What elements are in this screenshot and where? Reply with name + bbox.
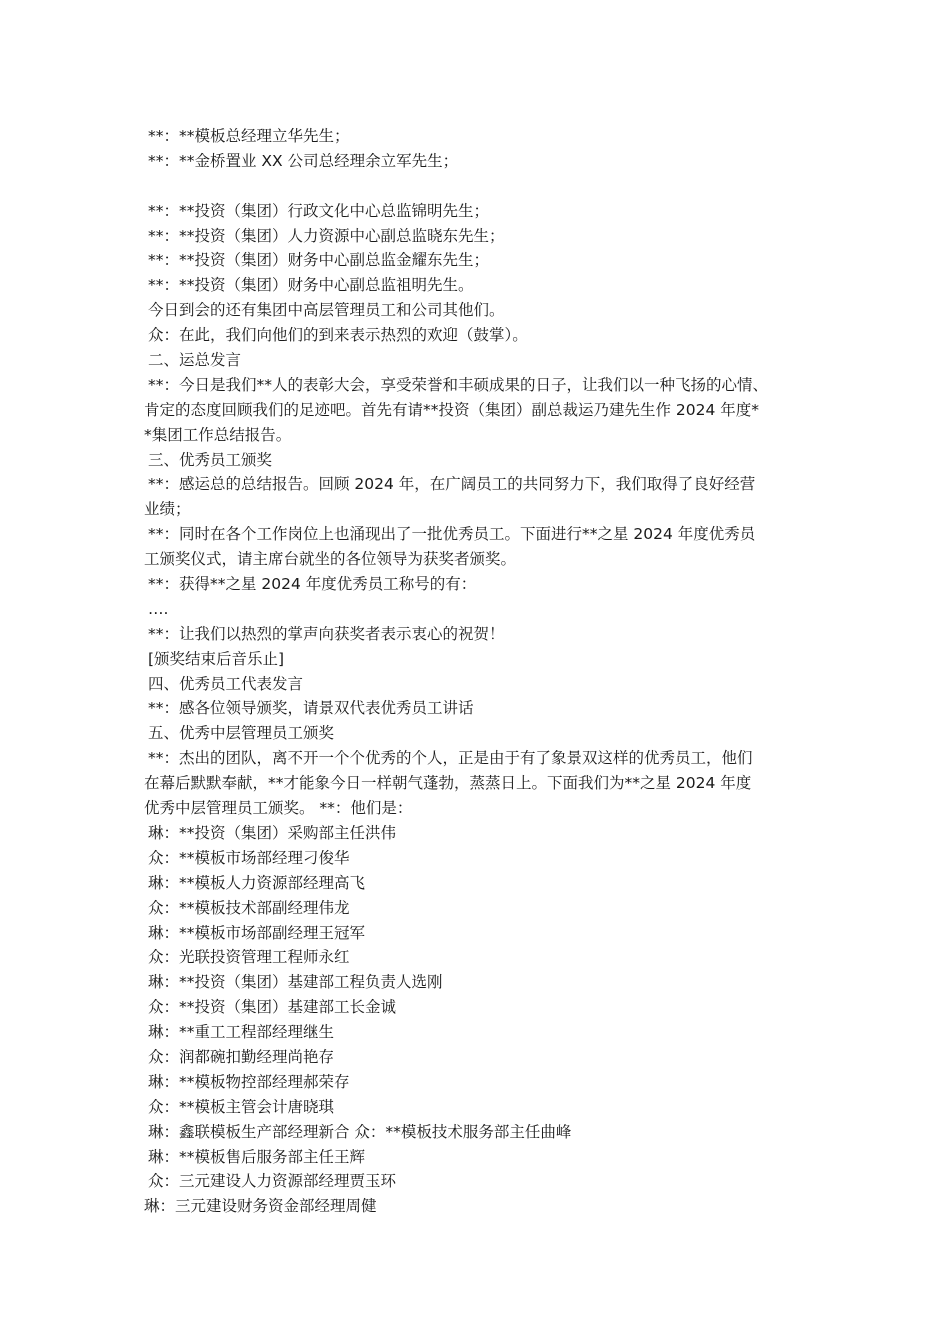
text-line: 琳：**投资（集团）基建部工程负责人选刚 <box>148 973 443 992</box>
text-line: *集团工作总结报告。 <box>144 425 292 444</box>
text-line: 众：光联投资管理工程师永红 <box>148 948 350 967</box>
text-line: 众：**模板技术部副经理伟龙 <box>148 898 350 917</box>
text-line: 业绩； <box>144 500 191 519</box>
text-line: 众：三元建设人力资源部经理贾玉环 <box>148 1172 397 1191</box>
text-line: 在幕后默默奉献，**才能象今日一样朝气蓬勃，蒸蒸日上。下面我们为**之星 2024 年度 <box>144 774 752 793</box>
text-line: 优秀中层管理员工颁奖。 **：他们是： <box>144 799 413 818</box>
text-line: 众：**模板主管会计唐晓琪 <box>148 1097 335 1116</box>
document-body <box>144 124 824 1219</box>
text-line: 三、优秀员工颁奖 <box>148 450 273 469</box>
text-line: 众：**模板市场部经理刁俊华 <box>148 848 350 867</box>
text-line: **：**金桥置业 XX 公司总经理余立军先生； <box>148 151 459 170</box>
text-line: 琳：鑫联模板生产部经理新合 众：**模板技术服务部主任曲峰 <box>148 1122 572 1141</box>
text-line: [颁奖结束后音乐止] <box>148 649 285 668</box>
text-line: 众：**投资（集团）基建部工长金诚 <box>148 998 397 1017</box>
text-line: 琳：**模板物控部经理郝荣存 <box>148 1072 350 1091</box>
text-line: …. <box>148 599 169 618</box>
text-line: **：感各位领导颁奖，请景双代表优秀员工讲话 <box>148 699 474 718</box>
text-line: 琳：三元建设财务资金部经理周健 <box>144 1197 377 1216</box>
text-line: **：**投资（集团）行政文化中心总监锦明先生； <box>148 201 490 220</box>
text-line: 众：润都碗扣勤经理尚艳存 <box>148 1047 335 1066</box>
text-line: 今日到会的还有集团中高层管理员工和公司其他们。 <box>148 301 505 320</box>
text-line: **：**投资（集团）人力资源中心副总监晓东先生； <box>148 226 505 245</box>
text-line: 琳：**重工工程部经理继生 <box>148 1023 335 1042</box>
text-line: 工颁奖仪式，请主席台就坐的各位领导为获奖者颁奖。 <box>144 550 517 569</box>
text-line: **：**投资（集团）财务中心副总监祖明先生。 <box>148 276 474 295</box>
text-line: 肯定的态度回顾我们的足迹吧。首先有请**投资（集团）副总裁运乃建先生作 2024 年度* <box>144 400 760 419</box>
text-line: **：**投资（集团）财务中心副总监金耀东先生； <box>148 251 490 270</box>
text-line: **：今日是我们**人的表彰大会，享受荣誉和丰硕成果的日子，让我们以一种飞扬的心情、 <box>148 375 769 394</box>
text-line: **：同时在各个工作岗位上也涌现出了一批优秀员工。下面进行**之星 2024 年度优秀员 <box>148 525 756 544</box>
blank-line <box>144 174 824 199</box>
text-line: **：杰出的团队，离不开一个个优秀的个人，正是由于有了象景双这样的优秀员工，他们 <box>148 749 753 768</box>
text-line: **：获得**之星 2024 年度优秀员工称号的有： <box>148 575 477 594</box>
text-line: 五、优秀中层管理员工颁奖 <box>148 724 335 743</box>
text-line: 琳：**模板人力资源部经理高飞 <box>148 873 366 892</box>
text-line: 四、优秀员工代表发言 <box>148 674 304 693</box>
text-line: 琳：**投资（集团）采购部主任洪伟 <box>148 823 397 842</box>
text-line: 琳：**模板售后服务部主任王辉 <box>148 1147 366 1166</box>
text-line: **：让我们以热烈的掌声向获奖者表示衷心的祝贺！ <box>148 624 505 643</box>
text-line: 二、运总发言 <box>148 351 242 370</box>
text-line: 琳：**模板市场部副经理王冠军 <box>148 923 366 942</box>
text-line: **：感运总的总结报告。回顾 2024 年，在广阔员工的共同努力下，我们取得了良好经营 <box>148 475 756 494</box>
text-line: **：**模板总经理立华先生； <box>148 127 350 145</box>
text-line: 众：在此，我们向他们的到来表示热烈的欢迎（鼓掌）。 <box>148 326 528 345</box>
